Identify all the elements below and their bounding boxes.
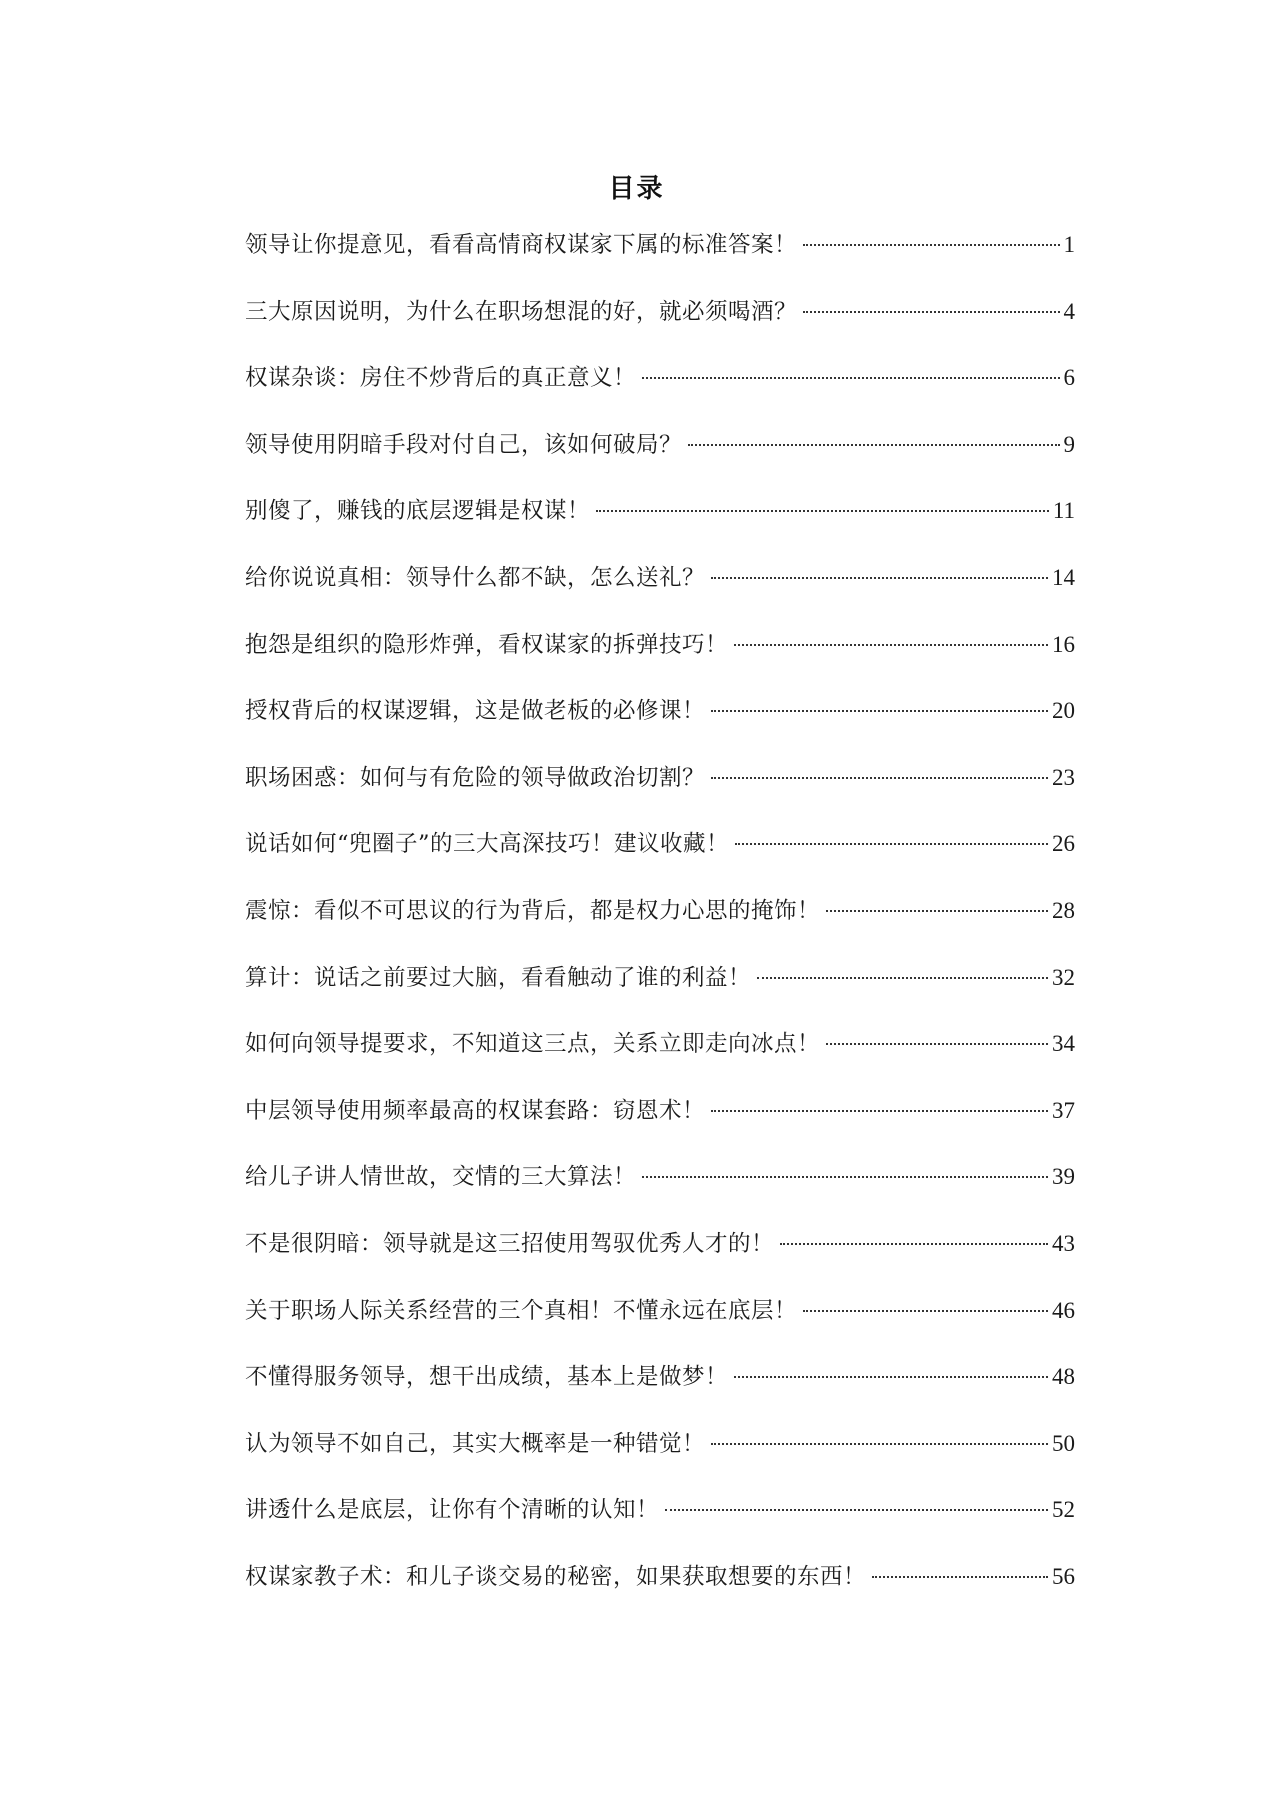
toc-entry-title[interactable]: 震惊：看似不可思议的行为背后，都是权力心思的掩饰！ bbox=[245, 897, 821, 924]
toc-page-number: 46 bbox=[1052, 1297, 1075, 1323]
toc-page-number: 11 bbox=[1052, 498, 1075, 524]
toc-entry[interactable] bbox=[245, 963, 1075, 1030]
toc-page-number: 50 bbox=[1052, 1430, 1075, 1456]
toc-entry-title[interactable]: 授权背后的权谋逻辑，这是做老板的必修课！ bbox=[245, 698, 706, 725]
toc-entry-title[interactable]: 领导使用阴暗手段对付自己，该如何破局？ bbox=[245, 431, 683, 458]
toc-entry-title[interactable]: 给你说说真相：领导什么都不缺，怎么送礼？ bbox=[245, 564, 706, 591]
toc-page-number: 52 bbox=[1052, 1497, 1075, 1523]
toc-entry-title[interactable]: 职场困惑：如何与有危险的领导做政治切割？ bbox=[245, 764, 706, 791]
toc-entry-title[interactable]: 关于职场人际关系经营的三个真相！不懂永远在底层！ bbox=[245, 1297, 798, 1324]
toc-entry[interactable] bbox=[245, 230, 1075, 297]
toc-title: 目录 bbox=[608, 174, 665, 204]
toc-dot-leader bbox=[803, 1310, 1048, 1312]
toc-entry-title[interactable]: 认为领导不如自己，其实大概率是一种错觉！ bbox=[245, 1430, 706, 1457]
toc-page-number: 26 bbox=[1052, 831, 1075, 857]
toc-entry[interactable] bbox=[245, 563, 1075, 630]
toc-entry[interactable] bbox=[245, 696, 1075, 763]
toc-page-number: 32 bbox=[1052, 964, 1075, 990]
toc-page-number: 16 bbox=[1052, 631, 1075, 657]
toc-entry[interactable] bbox=[245, 1495, 1075, 1562]
toc-dot-leader bbox=[711, 577, 1048, 579]
toc-entry[interactable] bbox=[245, 630, 1075, 697]
toc-page-number: 56 bbox=[1052, 1563, 1075, 1589]
toc-page-number: 9 bbox=[1063, 431, 1075, 457]
toc-page-number: 20 bbox=[1052, 698, 1075, 724]
toc-entry-title[interactable]: 抱怨是组织的隐形炸弹，看权谋家的拆弹技巧！ bbox=[245, 631, 729, 658]
toc-entry[interactable] bbox=[245, 1096, 1075, 1163]
toc-page-number: 28 bbox=[1052, 897, 1075, 923]
toc-entry-title[interactable]: 说话如何“兜圈子”的三大高深技巧！建议收藏！ bbox=[245, 831, 730, 858]
toc-page-number: 14 bbox=[1052, 564, 1075, 590]
toc-entry-title[interactable]: 中层领导使用频率最高的权谋套路：窃恩术！ bbox=[245, 1097, 706, 1124]
toc-entry-title[interactable]: 权谋杂谈：房住不炒背后的真正意义！ bbox=[245, 365, 637, 392]
toc-dot-leader bbox=[780, 1243, 1048, 1245]
toc-entry-title[interactable]: 给儿子讲人情世故，交情的三大算法！ bbox=[245, 1164, 637, 1191]
toc-entry[interactable] bbox=[245, 829, 1075, 896]
toc-dot-leader bbox=[803, 311, 1059, 313]
toc-dot-leader bbox=[826, 910, 1048, 912]
toc-entry-title[interactable]: 权谋家教子术：和儿子谈交易的秘密，如果获取想要的东西！ bbox=[245, 1563, 867, 1590]
toc-entry-title[interactable]: 讲透什么是底层，让你有个清晰的认知！ bbox=[245, 1497, 660, 1524]
toc-page-number: 37 bbox=[1052, 1097, 1075, 1123]
toc-dot-leader bbox=[826, 1043, 1048, 1045]
toc-dot-leader bbox=[734, 644, 1048, 646]
toc-dot-leader bbox=[642, 1176, 1048, 1178]
toc-entry[interactable] bbox=[245, 1029, 1075, 1096]
toc-entry-title[interactable]: 算计：说话之前要过大脑，看看触动了谁的利益！ bbox=[245, 964, 752, 991]
toc-dot-leader bbox=[734, 1376, 1048, 1378]
toc-page-number: 39 bbox=[1052, 1164, 1075, 1190]
toc-entry[interactable] bbox=[245, 1296, 1075, 1363]
toc-entry-title[interactable]: 领导让你提意见，看看高情商权谋家下属的标准答案！ bbox=[245, 232, 798, 258]
toc-entry-title[interactable]: 不懂得服务领导，想干出成绩，基本上是做梦！ bbox=[245, 1364, 729, 1391]
toc-list bbox=[245, 230, 1075, 1628]
toc-dot-leader bbox=[735, 843, 1048, 845]
toc-dot-leader bbox=[711, 1110, 1048, 1112]
toc-entry[interactable] bbox=[245, 1429, 1075, 1496]
toc-entry[interactable] bbox=[245, 1229, 1075, 1296]
toc-entry[interactable] bbox=[245, 496, 1075, 563]
toc-entry-title[interactable]: 三大原因说明，为什么在职场想混的好，就必须喝酒？ bbox=[245, 298, 798, 325]
toc-dot-leader bbox=[596, 510, 1049, 512]
toc-entry[interactable] bbox=[245, 1362, 1075, 1429]
toc-dot-leader bbox=[642, 377, 1059, 379]
toc-entry[interactable] bbox=[245, 763, 1075, 830]
toc-entry-title[interactable]: 如何向领导提要求，不知道这三点，关系立即走向冰点！ bbox=[245, 1031, 821, 1058]
toc-dot-leader bbox=[872, 1576, 1048, 1578]
toc-entry-title[interactable]: 别傻了，赚钱的底层逻辑是权谋！ bbox=[245, 498, 591, 525]
toc-entry[interactable] bbox=[245, 896, 1075, 963]
toc-entry[interactable] bbox=[245, 297, 1075, 364]
toc-entry[interactable] bbox=[245, 363, 1075, 430]
toc-dot-leader bbox=[711, 777, 1048, 779]
toc-page-number: 1 bbox=[1063, 232, 1075, 257]
toc-page-number: 23 bbox=[1052, 764, 1075, 790]
toc-entry[interactable] bbox=[245, 430, 1075, 497]
toc-dot-leader bbox=[803, 244, 1059, 246]
toc-page-number: 34 bbox=[1052, 1031, 1075, 1057]
toc-dot-leader bbox=[688, 444, 1059, 446]
toc-page-number: 4 bbox=[1063, 298, 1075, 324]
toc-dot-leader bbox=[711, 1443, 1048, 1445]
toc-page-number: 43 bbox=[1052, 1230, 1075, 1256]
toc-entry[interactable] bbox=[245, 1562, 1075, 1629]
toc-dot-leader bbox=[665, 1509, 1048, 1511]
toc-entry[interactable] bbox=[245, 1162, 1075, 1229]
toc-dot-leader bbox=[711, 710, 1048, 712]
toc-dot-leader bbox=[757, 977, 1048, 979]
toc-page-number: 6 bbox=[1063, 365, 1075, 391]
toc-entry-title[interactable]: 不是很阴暗：领导就是这三招使用驾驭优秀人才的！ bbox=[245, 1230, 775, 1257]
toc-page-number: 48 bbox=[1052, 1364, 1075, 1390]
